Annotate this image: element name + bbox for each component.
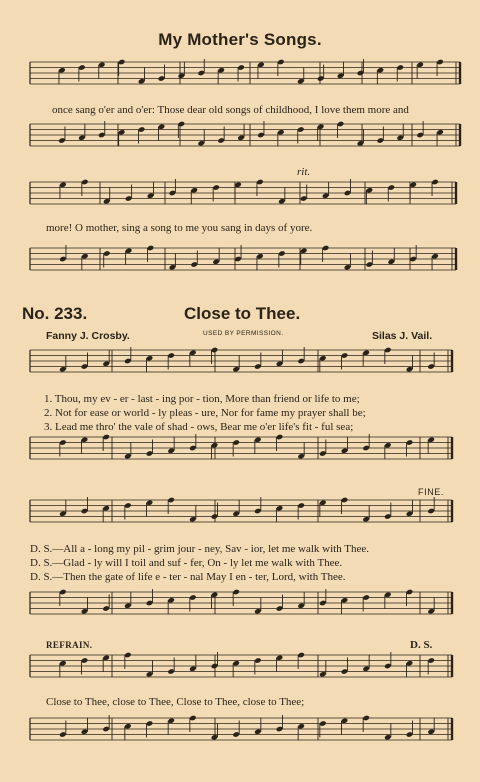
fine-marking: FINE. (418, 487, 445, 497)
hymn-composer: Silas J. Vail. (372, 330, 433, 342)
hymn-title: Close to Thee. (184, 304, 301, 323)
verse-line-2: 2. Not for ease or world - ly pleas - ure, Nor for fame my prayer shall be; (44, 407, 366, 419)
top-lyric-line-1: once sang o'er and o'er: Those dear old songs of childhood, I love them more and (52, 104, 409, 116)
ds-line-3: D. S.—Then the gate of life e - ter - nal May I en - ter, Lord, with Thee. (30, 571, 346, 583)
permission-note: USED BY PERMISSION. (203, 330, 284, 337)
ds-marking: D. S. (410, 639, 433, 651)
top-lyric-line-2: more! O mother, sing a song to me you sang in days of yore. (46, 222, 313, 234)
rit-marking: rit. (297, 166, 311, 178)
song-title-top: My Mother's Songs. (158, 30, 322, 49)
ds-line-2: D. S.—Glad - ly will I toil and suf - fer, On - ly let me walk with Thee. (30, 557, 343, 569)
verse-line-1: 1. Thou, my ev - er - last - ing por - tion, More than friend or life to me; (44, 393, 360, 405)
ds-line-1: D. S.—All a - long my pil - grim jour - ney, Sav - ior, let me walk with Thee. (30, 543, 369, 555)
refrain-label: REFRAIN. (46, 640, 93, 650)
refrain-lyric: Close to Thee, close to Thee, Close to Thee, close to Thee; (46, 696, 305, 708)
hymn-author: Fanny J. Crosby. (46, 330, 130, 342)
verse-line-3: 3. Lead me thro' the vale of shad - ows, Bear me o'er life's fit - ful sea; (44, 421, 354, 433)
hymn-number: No. 233. (22, 304, 88, 323)
